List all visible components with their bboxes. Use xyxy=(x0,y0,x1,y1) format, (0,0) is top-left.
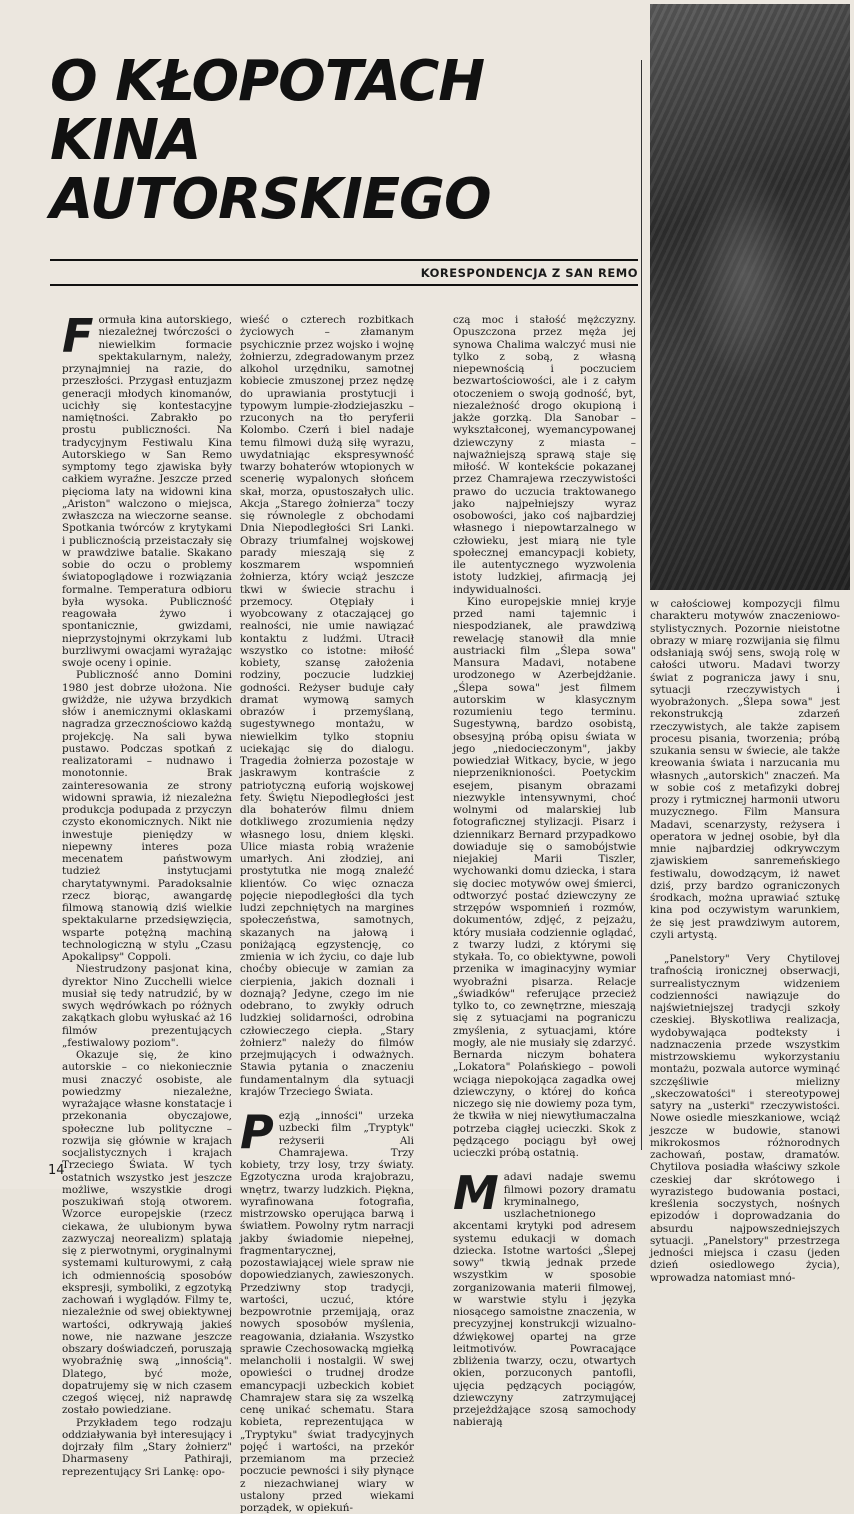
title-line-2: KINA xyxy=(50,108,201,173)
article-title xyxy=(50,49,640,232)
title-rule-top xyxy=(50,259,638,261)
paragraph-text: adavi nadaje swemu filmowi pozory dramatu kryminalnego, uszlachetnionego akcentami krytyki pod adresem systemu edukacji w domach dziecka. Istotne wartości „Ślepej sowy" tkwią jednak przede wszystkim w sposobie zorganizowania materii filmowej, w warstwie stylu i języka niosącego samoistne znaczenia, w precyzyjnej konstrukcji wizualno-dźwiękowej opartej na grze leitmotivów. Powracające zbliżenia twarzy, oczu, otwartych okien, porzuconych pantofli, ujęcia pędzących pociągów, dziewczyny zatrzymującej przejeżdżające szosą samochody nabierają xyxy=(453,1171,636,1429)
paragraph: wieść o czterech rozbitkach życiowych – złamanym psychicznie przez wojsko i wojnę żołnierzu, zdegradowanym przez alkohol urzędniku, samotnej kobiecie zmuszonej przez nędzę do uprawiania prostytucji i typowym lumpie-złodziejaszku – rzuconych na tło peryferii Kolombo. Czerń i biel nadaje temu filmowi dużą siłę wyrazu, uwydatniając ekspresywność twarzy bohaterów wtopionych w scenerię wypalonych słońcem skał, morza, opustoszałych ulic. Akcja „Starego żołnierza" toczy się równolegle z obchodami Dnia Niepodległości Sri Lanki. Obrazy triumfalnej wojskowej parady mieszają się z koszmarem wspomnień żołnierza, który wciąż jeszcze tkwi w świecie strachu i przemocy. Otępiały i wyobcowany z otaczającej go realności, nie umie nawiązać kontaktu z ludźmi. Utracił wszystko co istotne: miłość kobiety, szansę założenia rodziny, poczucie ludzkiej godności. Reżyser buduje cały dramat wymową samych obrazów i przemyślaną, sugestywnego montażu, w niewielkim tylko stopniu uciekając się do dialogu. Tragedia żołnierza pozostaje w jaskrawym kontraście z patriotyczną euforią wojskowej fety. Świętu Niepodległości jest dla bohaterów filmu dniem dotkliwego zrozumienia nędzy własnego losu, dniem klęski. Ulice miasta robią wrażenie umarłych. Ani złodziej, ani prostytutka nie mogą znaleźć klientów. Co więc oznacza pojęcie niepodległości dla tych ludzi zepchniętych na margines społeczeństwa, samotnych, skazanych na jałową i poniżającą egzystencję, co zmienia w ich życiu, co daje lub choćby obiecuje w zamian za cierpienia, jakich doznali i doznają? Jedyne, czego im nie odebrano, to zwykły odruch ludzkiej solidarności, odrobina człowieczego ciepła. „Stary żołnierz" należy do filmów przejmujących i odważnych. Stawia pytania o znaczeniu fundamentalnym dla sytuacji krajów Trzeciego Świata. xyxy=(240,314,414,1098)
paragraph xyxy=(62,309,232,669)
text-column-1 xyxy=(62,309,232,1478)
paragraph xyxy=(240,1105,414,1514)
drop-cap: M xyxy=(453,1166,499,1221)
paragraph: Kino europejskie mniej kryje przed nami tajemnic i niespodzianek, ale prawdziwą rewelację stanowił dla mnie austriacki film „Ślepa sowa" Mansura Madavi, notabene urodzonego w Azerbejdżanie. „Ślepa sowa" jest filmem autorskim w klasycznym rozumieniu tego terminu. Sugestywną, bardzo osobistą, obsesyjną próbą opisu świata w jego „niedocieczonym", jakby powiedział Witkacy, bycie, w jego nieprzeniknioności. Poetyckim esejem, pisanym obrazami niezwykle intensywnymi, choć wolnymi od malarskiej lub fotograficznej stylizacji. Pisarz i dziennikarz Bernard przypadkowo dowiaduje się o samobójstwie niejakiej Marii Tiszler, wychowanki domu dziecka, i stara się dociec motywów owej śmierci, odtworzyć postać dziewczyny ze strzępów wspomnień i rozmów, dokumentów, zdjęć, z pejzażu, który musiała codziennie oglądać, z twarzy ludzi, z którymi się stykała. To, co obiektywne, powoli przenika w imaginacyjny wymiar wyobraźni pisarza. Relacje „świadków" referujące przecież tylko to, co zewnętrzne, mieszają się z sytuacjami na pograniczu zmyślenia, z sytuacjami, które mogły, ale nie musiały się zdarzyć. Bernarda niczym bohatera „Lokatora" Polańskiego – powoli wciąga niepokojąca zagadka owej dziewczyny, o której do końca niczego się nie dowiemy poza tym, że tkwiła w niej niewytłumaczalna potrzeba ciągłej ucieczki. Skok z pędzącego pociągu był owej ucieczki próbą ostatnią. xyxy=(453,595,636,1159)
paragraph: „Panelstory" Very Chytilovej trafnością ironicznej obserwacji, surrealistycznym widzeniem codzienności nawiązuje do najświetniejszej tradycji szkoły czeskiej. Błyskotliwa realizacja, wydobywająca podteksty i nadznaczenia przede wszystkim mistrzowskiemu wykorzystaniu montażu, pozwala autorce wyminąć szczęśliwie mielizny „skeczowatości" i stereotypowej satyry na „usterki" rzeczywistości. Nowe osiedle mieszkaniowe, wciąż jeszcze w budowie, stanowi mikrokosmos różnorodnych zachowań, postaw, dramatów. Chytilova posiadła właściwy szkole czeskiej dar skrótowego i wyrazistego budowania postaci, kreślenia soczystych, nośnych epizodów i doprowadzania do absurdu najpowszedniejszych sytuacji. „Panelstory" przestrzega jedności miejsca i czasu (jeden dzień osiedlowego życia), wprowadza natomiast mnó- xyxy=(650,953,840,1284)
text-column-4 xyxy=(650,598,840,1284)
title-rule-bottom xyxy=(50,284,638,286)
paragraph-text: ezją „inności" urzeka uzbecki film „Tryptyk" reżyserii Ali Chamrajewa. Trzy kobiety, trzy losy, trzy światy. Egzotyczna uroda krajobrazu, wnętrz, twarzy ludzkich. Piękna, wyrafinowana fotografia, mistrzowsko operująca barwą i światłem. Powolny rytm narracji jakby świadomie niepełnej, fragmentarycznej, pozostawiającej wiele spraw nie dopowiedzianych, zawieszonych. Przedziwny stop tradycji, wartości, uczuć, które bezpowrotnie przemijają, oraz nowych sposobów myślenia, reagowania, działania. Wszystko sprawie Czechosowacką mgiełką melancholii i nostalgii. W swej opowieści o trudnej drodze emancypacji uzbeckich kobiet Chamrajew stara się za wszelką cenę unikać schematu. Stara kobieta, reprezentująca w „Tryptyku" świat tradycyjnych pojęć i wartości, na przekór przemianom ma przecież poczucie pewności i siły płynące z niezachwianej wiary w ustalony przed wiekami porządek, w opiekuń- xyxy=(240,1110,414,1514)
paragraph xyxy=(453,1166,636,1429)
film-still-photo xyxy=(650,4,850,590)
page-number: 14 xyxy=(48,1163,65,1178)
article-subtitle: KORESPONDENCJA Z SAN REMO xyxy=(420,266,638,280)
text-column-2 xyxy=(240,314,414,1514)
paragraph-text: ormuła kina autorskiego, niezależnej twórczości o niewielkim formacie spektakularnym, należy, przynajmniej na razie, do przeszłości. Przygasł entuzjazm generacji młodych kinomanów, ucichły się kontestacyjne namiętności. Zabrakło po prostu publiczności. Na tradycyjnym Festiwalu Kina Autorskiego w San Remo symptomy tego zjawiska były całkiem wyraźne. Jeszcze przed pięcioma laty na widowni kina „Ariston" walczono o miejsca, zwłaszcza na wieczorne seanse. Spotkania twórców z krytykami i publicznością przeistaczały się w prawdziwe batalie. Skakano sobie do oczu o problemy światopoglądowe i rozwiązania formalne. Temperatura odbioru była wysoka. Publiczność reagowała żywo i spontanicznie, gwizdami, nieprzystojnymi okrzykami lub burzliwymi owacjami wyrażając swoje oceny i opinie. xyxy=(62,314,232,669)
drop-cap: P xyxy=(240,1105,274,1159)
title-line-1: O KŁOPOTACH xyxy=(50,49,485,114)
paragraph: Okazuje się, że kino autorskie – co niekoniecznie musi znaczyć osobiste, ale powiedzmy niezależne, wyrażające własne konstatacje i przekonania obyczajowe, społeczne lub polityczne – rozwija się głównie w krajach socjalistycznych i krajach Trzeciego Świata. W tych ostatnich wszystko jest jeszcze możliwe, wszystkie drogi poszukiwań stoją otworem. Wzorce europejskie (rzecz ciekawa, że ulubionym bywa zazwyczaj neorealizm) splatają się z pierwotnymi, oryginalnymi systemami kulturowymi, z całą ich odmiennością sposobów ekspresji, symboliki, z egzotyką zachowań i wyglądów. Filmy te, niezależnie od swej obiektywnej wartości, odkrywają jakieś nowe, nie nazwane jeszcze obszary doświadczeń, poruszają wyobraźnię swą „innością". Dlatego, być może, dopatrujemy się w nich czasem czegoś więcej, niż naprawdę zostało powiedziane. xyxy=(62,1049,232,1417)
column-divider xyxy=(641,60,642,1150)
paragraph: w całościowej kompozycji filmu charakteru motywów znaczeniowo-stylistycznych. Pozornie nieistotne obrazy w miarę rozwijania się filmu odsłaniają swój sens, swoją rolę w całości utworu. Madavi tworzy świat z pogranicza jawy i snu, sytuacji rzeczywistych i wyobrażonych. „Ślepa sowa" jest rekonstrukcją zdarzeń rzeczywistych, ale także zapisem procesu pisania, tworzenia; próbą szukania sensu w świecie, ale także kreowania świata i narzucania mu własnych „autorskich" znaczeń. Ma w sobie coś z metafizyki dobrej prozy i rytmicznej harmonii utworu muzycznego. Film Mansura Madavi, scenarzysty, reżysera i operatora w jednej osobie, był dla mnie najbardziej odkrywczym zjawiskiem sanremeńskiego festiwalu, dowodzącym, iż nawet dziś, przy bardzo ograniczonych środkach, można uprawiać sztukę kina pod oczywistym warunkiem, że się jest prawdziwym autorem, czyli artystą. xyxy=(650,598,840,941)
paragraph: czą moc i stałość mężczyzny. Opuszczona przez męża jej synowa Chalima walczyć musi nie tylko z sobą, z własną niepewnością i poczuciem bezwartościowości, ale i z całym otoczeniem o swoją godność, byt, niezależność drogo okupioną i jakże gorzką. Dla Sanobar – wykształconej, wyemancypowanej dziewczyny z miasta – najważniejszą sprawą staje się miłość. W kontekście pokazanej przez Chamrajewa rzeczywistości prawo do uczucia traktowanego jako najpełniejszy wyraz osobowości, jako coś najbardziej własnego i niepowtarzalnego w człowieku, jest miarą nie tyle społecznej emancypacji kobiety, ile autentycznego wyzwolenia istoty ludzkiej, afirmacją jej indywidualności. xyxy=(453,314,636,596)
drop-cap: F xyxy=(62,309,94,363)
paragraph: Przykładem tego rodzaju oddziaływania był interesujący i dojrzały film „Stary żołnierz" Dharmaseny Pathiraji, reprezentujący Sri Lankę: opo- xyxy=(62,1416,232,1478)
text-column-3 xyxy=(453,314,636,1429)
paragraph: Niestrudzony pasjonat kina, dyrektor Nino Zucchelli wielce musiał się tedy natrudzić, by w swych wędrówkach po różnych zakątkach globu wyłuskać aż 16 filmów prezentujących „festiwalowy poziom". xyxy=(62,963,232,1049)
paragraph: Publiczność anno Domini 1980 jest dobrze ułożona. Nie gwiżdże, nie używa brzydkich słów i anemicznymi oklaskami nagradza grzecznościowo każdą projekcję. Na sali bywa pustawo. Podczas spotkań z realizatorami – nudnawo i monotonnie. Brak zainteresowania ze strony widowni sprawia, iż niezależna produkcja podupada z przyczyn czysto ekonomicznych. Nikt nie inwestuje pieniędzy w niepewny interes poza mecenatem państwowym tudzież instytucjami charytatywnymi. Paradoksalnie rzecz biorąc, awangardę filmową stanowią dziś wielkie spektakularne przedsięwzięcia, wsparte potężną machiną technologiczną w stylu „Czasu Apokalipsy" Coppoli. xyxy=(62,669,232,963)
title-line-3: AUTORSKIEGO xyxy=(50,167,491,232)
